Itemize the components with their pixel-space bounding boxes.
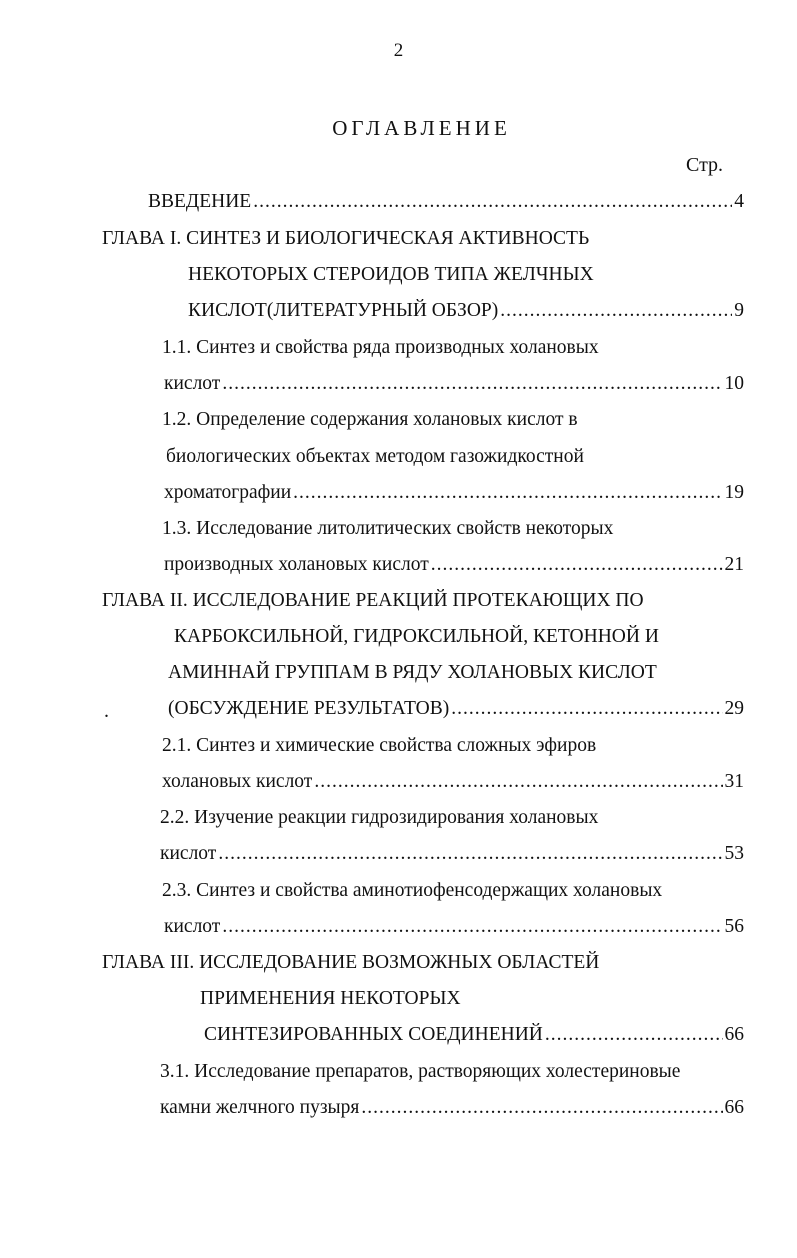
stray-mark: .: [104, 700, 109, 722]
toc-entry-text: ПРИМЕНЕНИЯ НЕКОТОРЫХ: [200, 988, 461, 1009]
toc-chapter-heading: [102, 227, 589, 251]
toc-section-heading: [162, 879, 662, 903]
toc-entry-text: производных холановых кислот: [164, 554, 429, 575]
toc-section-heading: [162, 734, 596, 758]
toc-section-heading: [160, 1060, 680, 1084]
toc-entry-text: КАРБОКСИЛЬНОЙ, ГИДРОКСИЛЬНОЙ, КЕТОННОЙ И: [174, 626, 659, 647]
toc-entry-text: кислот: [164, 373, 221, 394]
dot-leader: [222, 915, 722, 939]
toc-entry-page: 31: [724, 771, 744, 792]
toc-entry-introduction: [148, 190, 744, 214]
page-column-label: Стр.: [686, 154, 724, 176]
toc-entry-page: 9: [734, 300, 744, 321]
toc-entry-text: камни желчного пузыря: [160, 1097, 360, 1118]
toc-entry-text: холановых кислот: [162, 771, 313, 792]
toc-entry-text: СИНТЕЗИРОВАННЫХ СОЕДИНЕНИЙ: [204, 1024, 543, 1045]
toc-entry-text: 2.1. Синтез и химические свойства сложных эфиров: [162, 735, 597, 756]
dot-leader: [253, 190, 732, 214]
toc-entry-text: ГЛАВА III. ИССЛЕДОВАНИЕ ВОЗМОЖНЫХ ОБЛАСТЕЙ: [102, 952, 600, 973]
toc-section-heading: [162, 517, 613, 541]
toc-chapter-heading-continued: [168, 661, 657, 685]
toc-entry-section-2-3: [164, 915, 744, 939]
toc-chapter-heading-continued: [200, 987, 461, 1011]
toc-chapter-heading: [102, 951, 599, 975]
toc-entry-text: кислот: [164, 916, 221, 937]
dot-leader: [431, 553, 723, 577]
toc-entry-page: 4: [734, 191, 744, 212]
toc-entry-section-1-1: [164, 372, 744, 396]
dot-leader: [293, 481, 722, 505]
toc-entry-text: ГЛАВА II. ИССЛЕДОВАНИЕ РЕАКЦИЙ ПРОТЕКАЮЩИХ ПО: [102, 590, 644, 611]
toc-chapter-heading: [102, 589, 644, 613]
toc-entry-text: АМИННАЙ ГРУППАМ В РЯДУ ХОЛАНОВЫХ КИСЛОТ: [168, 662, 657, 683]
toc-section-heading-continued: [166, 445, 584, 469]
toc-entry-text: 1.2. Определение содержания холановых кислот в: [162, 409, 578, 430]
toc-entry-text: 1.1. Синтез и свойства ряда производных холановых: [162, 337, 599, 358]
toc-entry-section-2-2: [160, 842, 744, 866]
toc-entry-page: 19: [724, 482, 744, 503]
toc-entry-page: 53: [724, 843, 744, 864]
toc-entry-page: 56: [724, 916, 744, 937]
toc-entry-chapter-3: [204, 1023, 744, 1047]
toc-entry-page: 66: [724, 1024, 744, 1045]
dot-leader: [218, 842, 722, 866]
toc-entry-text: (ОБСУЖДЕНИЕ РЕЗУЛЬТАТОВ): [168, 698, 450, 719]
toc-entry-page: 29: [724, 698, 744, 719]
toc-entry-text: 1.3. Исследование литолитических свойств некоторых: [162, 518, 614, 539]
dot-leader: [361, 1096, 722, 1120]
toc-entry-text: хроматографии: [164, 482, 292, 503]
toc-entry-text: 3.1. Исследование препаратов, растворяющих холестериновые: [160, 1061, 681, 1082]
toc-entry-text: ВВЕДЕНИЕ: [148, 191, 252, 212]
toc-section-heading: [160, 806, 598, 830]
page-title: ОГЛАВЛЕНИЕ: [332, 116, 511, 140]
toc-chapter-heading-continued: [188, 263, 594, 287]
toc-entry-page: 21: [724, 554, 744, 575]
toc-entry-chapter-2: [168, 697, 744, 721]
toc-entry-text: кислот: [160, 843, 217, 864]
toc-entry-text: НЕКОТОРЫХ СТЕРОИДОВ ТИПА ЖЕЛЧНЫХ: [188, 264, 594, 285]
dot-leader: [314, 770, 722, 794]
toc-entry-text: 2.3. Синтез и свойства аминотиофенсодержащих холановых: [162, 880, 663, 901]
toc-chapter-heading-continued: [174, 625, 659, 649]
toc-entry-text: биологических объектах методом газожидкостной: [166, 446, 584, 467]
toc-entry-text: 2.2. Изучение реакции гидрозидирования холановых: [160, 807, 599, 828]
toc-entry-section-1-2: [164, 481, 744, 505]
toc-section-heading: [162, 336, 599, 360]
dot-leader: [451, 697, 722, 721]
dot-leader: [222, 372, 722, 396]
toc-entry-text: ГЛАВА I. СИНТЕЗ И БИОЛОГИЧЕСКАЯ АКТИВНОСТЬ: [102, 228, 590, 249]
dot-leader: [545, 1023, 723, 1047]
toc-entry-section-2-1: [162, 770, 744, 794]
toc-entry-text: КИСЛОТ(ЛИТЕРАТУРНЫЙ ОБЗОР): [188, 300, 499, 321]
toc-entry-chapter-1: [188, 299, 744, 323]
toc-entry-section-1-3: [164, 553, 744, 577]
toc-section-heading: [162, 408, 578, 432]
toc-entry-section-3-1: [160, 1096, 744, 1120]
toc-entry-page: 66: [724, 1097, 744, 1118]
dot-leader: [500, 299, 732, 323]
page-number: 2: [393, 40, 404, 61]
toc-entry-page: 10: [724, 373, 744, 394]
